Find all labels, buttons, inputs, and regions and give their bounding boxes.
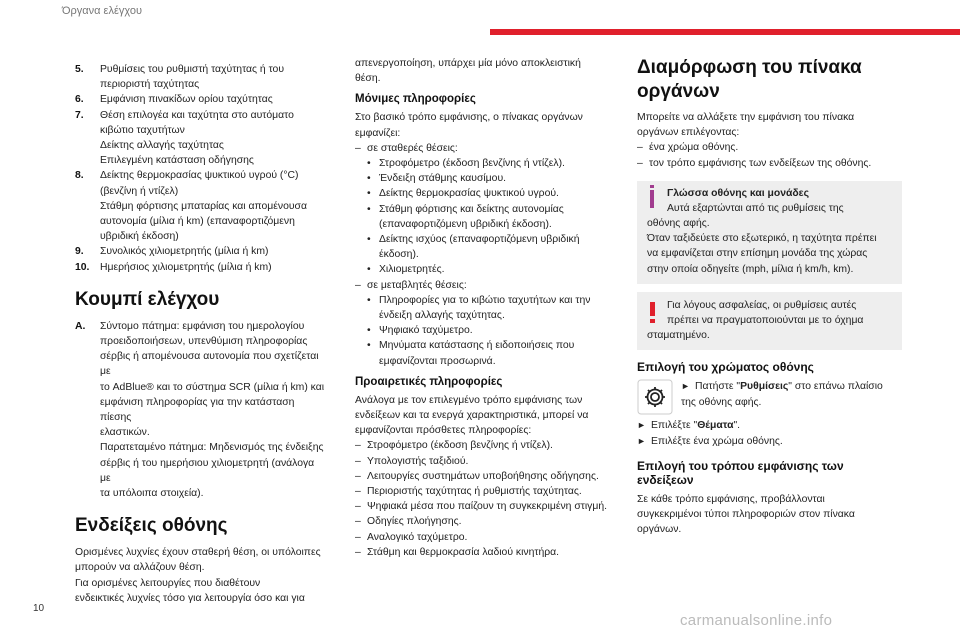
dash-item: – Στροφόμετρο (έκδοση βενζίνης ή ντίζελ). — [355, 440, 553, 452]
dash-item: – Λειτουργίες συστημάτων υποβοήθησης οδήγησης. — [355, 470, 599, 482]
dash-item: – Υπολογιστής ταξιδιού. — [355, 455, 469, 467]
dash-item: – Οδηγίες πλοήγησης. — [355, 516, 462, 528]
column-1 — [75, 62, 325, 606]
paragraph: Ανάλογα με τον επιλεγμένο τρόπο εμφάνισης των ενδείξεων και τα ενεργά χαρακτηριστικά, μπορεί να εμφανίζονται πρόσθετες πληροφορίες: — [355, 394, 589, 437]
bullet-item: • Στάθμη φόρτισης και δείκτης αυτονομίας (επαναφορτιζόμενη υβριδική έκδοση). — [367, 203, 564, 230]
warning-note: Για λόγους ασφαλείας, οι ρυθμίσεις αυτές πρέπει να πραγματοποιούνται με το όχημα σταματημένο. — [637, 292, 902, 351]
watermark: carmanualsonline.info — [680, 612, 833, 629]
page-number: 10 — [33, 603, 45, 614]
list-item: 7. Θέση επιλογέα και ταχύτητα στο αυτόματο κιβώτιο ταχυτήτων Δείκτης αλλαγής ταχύτητας Επιλεγμένη κατάσταση οδήγησης — [75, 109, 294, 167]
dash-item: – ένα χρώμα οθόνης. — [637, 142, 739, 154]
dash-item: – Περιοριστής ταχύτητας ή ρυθμιστής ταχύτητας. — [355, 486, 582, 498]
section-title-display-indications: Ενδείξεις οθόνης — [75, 515, 228, 537]
paragraph: απενεργοποίηση, υπάρχει μία μόνο αποκλειστική θέση. — [355, 58, 581, 85]
bullet-item: • Πληροφορίες για το κιβώτιο ταχυτήτων και την ένδειξη αλλαγής ταχύτητας. — [367, 294, 591, 322]
info-icon — [650, 190, 654, 208]
bullet-item: • Χιλιομετρητές. — [367, 264, 445, 276]
column-3 — [637, 56, 902, 537]
bullet-item: • Δείκτης θερμοκρασίας ψυκτικού υγρού. — [367, 188, 559, 200]
triangle-right-icon: ► — [637, 420, 646, 431]
list-item: 9. Συνολικός χιλιομετρητής (μίλια ή km) — [75, 246, 269, 258]
list-item: 5. Ρυθμίσεις του ρυθμιστή ταχύτητας ή του περιοριστή ταχύτητας — [75, 64, 285, 91]
subheading-optional-info: Προαιρετικές πληροφορίες — [355, 375, 503, 388]
paragraph: Μπορείτε να αλλάξετε την εμφάνιση του πίνακα οργάνων επιλέγοντας: — [637, 112, 855, 139]
list-item: 6. Εμφάνιση πινακίδων ορίου ταχύτητας — [75, 94, 273, 106]
header-accent-bar — [490, 29, 960, 35]
legend-list — [75, 62, 325, 275]
bullet-item: • Ψηφιακό ταχύμετρο. — [367, 325, 473, 337]
dash-item: – σε σταθερές θέσεις: — [355, 142, 458, 154]
column-2 — [355, 56, 610, 560]
dash-item: – τον τρόπο εμφάνισης των ενδείξεων της οθόνης. — [637, 157, 872, 169]
warning-icon — [650, 302, 655, 316]
step-choose-color: ► Επιλέξτε ένα χρώμα οθόνης. — [637, 434, 902, 449]
subheading-screen-color: Επιλογή του χρώματος οθόνης — [637, 360, 814, 375]
subheading-permanent-info: Μόνιμες πληροφορίες — [355, 93, 476, 106]
paragraph: Στο βασικό τρόπο εμφάνισης, ο πίνακας οργάνων εμφανίζει: — [355, 112, 583, 139]
gear-icon — [637, 379, 673, 415]
paragraph: Ορισμένες λυχνίες έχουν σταθερή θέση, οι υπόλοιπες μπορούν να αλλάζουν θέση. Για ορισμένες λειτουργίες που διαθέτουν ενδεικτικές λυχνίες τόσο για λειτουργία όσο και για — [75, 547, 321, 604]
page-header-title: Όργανα ελέγχου — [62, 5, 142, 17]
bullet-item: • Δείκτης ισχύος (επαναφορτιζόμενη υβριδική έκδοση). — [367, 234, 580, 261]
list-item: 10. Ημερήσιος χιλιομετρητής (μίλια ή km) — [75, 261, 272, 273]
section-title-configuration: Διαμόρφωση του πίνακα οργάνων — [637, 57, 862, 102]
paragraph: Σε κάθε τρόπο εμφάνισης, προβάλλονται συγκεκριμένοι τύποι πληροφοριών στον πίνακα οργάνων. — [637, 493, 855, 536]
bullet-item: • Στροφόμετρο (έκδοση βενζίνης ή ντίζελ). — [367, 158, 565, 170]
dash-item: – Στάθμη και θερμοκρασία λαδιού κινητήρα. — [355, 546, 560, 558]
triangle-right-icon: ► — [681, 381, 690, 392]
dash-item: – Ψηφιακά μέσα που παίζουν τη συγκεκριμένη στιγμή. — [355, 501, 607, 513]
step-themes: ► Επιλέξτε "Θέματα". — [637, 418, 902, 433]
list-item: A. Σύντομο πάτημα: εμφάνιση του ημερολογίου προειδοποιήσεων, υπενθύμιση πληροφορίας σέρβις ή απομένουσα αυτονομία που σχετίζεται με το AdBlue® και το σύστημα SCR (μίλια ή km) και εμφάνιση πληροφορίας για την κατάσταση πίεσης ελαστικών. Παρατεταμένο πάτημα: Μηδενισμός της ένδειξης σέρβις ή του ημερήσιου χιλιομετρητή (ανάλογα με τα υπόλοιπα στοιχεία). — [75, 320, 325, 500]
bullet-item: • Μηνύματα κατάστασης ή ειδοποιήσεις που εμφανίζονται προσωρινά. — [367, 340, 575, 367]
subheading-display-mode: Επιλογή του τρόπου εμφάνισης των ενδείξεων — [637, 458, 844, 487]
list-item: 8. Δείκτης θερμοκρασίας ψυκτικού υγρού (°C) (βενζίνη ή ντίζελ) Στάθμη φόρτισης μπαταρίας και απομένουσα αυτονομία (μίλια ή km) (επαναφορτιζόμενη υβριδική έκδοση) — [75, 170, 307, 243]
step-settings: ► Πατήστε "Ρυθμίσεις" στο επάνω πλαίσιο της οθόνης αφής. — [637, 379, 902, 415]
info-note: Γλώσσα οθόνης και μονάδες Αυτά εξαρτώνται από τις ρυθμίσεις της οθόνης αφής. Όταν ταξιδεύετε στο εξωτερικό, η ταχύτητα πρέπει να εμφανίζεται στην επίσημη μονάδα της χώρας στην οποία οδηγείτε (mph, μίλια ή km/h, km). — [637, 181, 902, 284]
section-title-control-button: Κουμπί ελέγχου — [75, 288, 220, 310]
bullet-item: • Ένδειξη στάθμης καυσίμου. — [367, 173, 507, 185]
dash-item: – Αναλογικό ταχύμετρο. — [355, 531, 468, 543]
triangle-right-icon: ► — [637, 435, 646, 446]
dash-item: – σε μεταβλητές θέσεις: — [355, 279, 467, 291]
